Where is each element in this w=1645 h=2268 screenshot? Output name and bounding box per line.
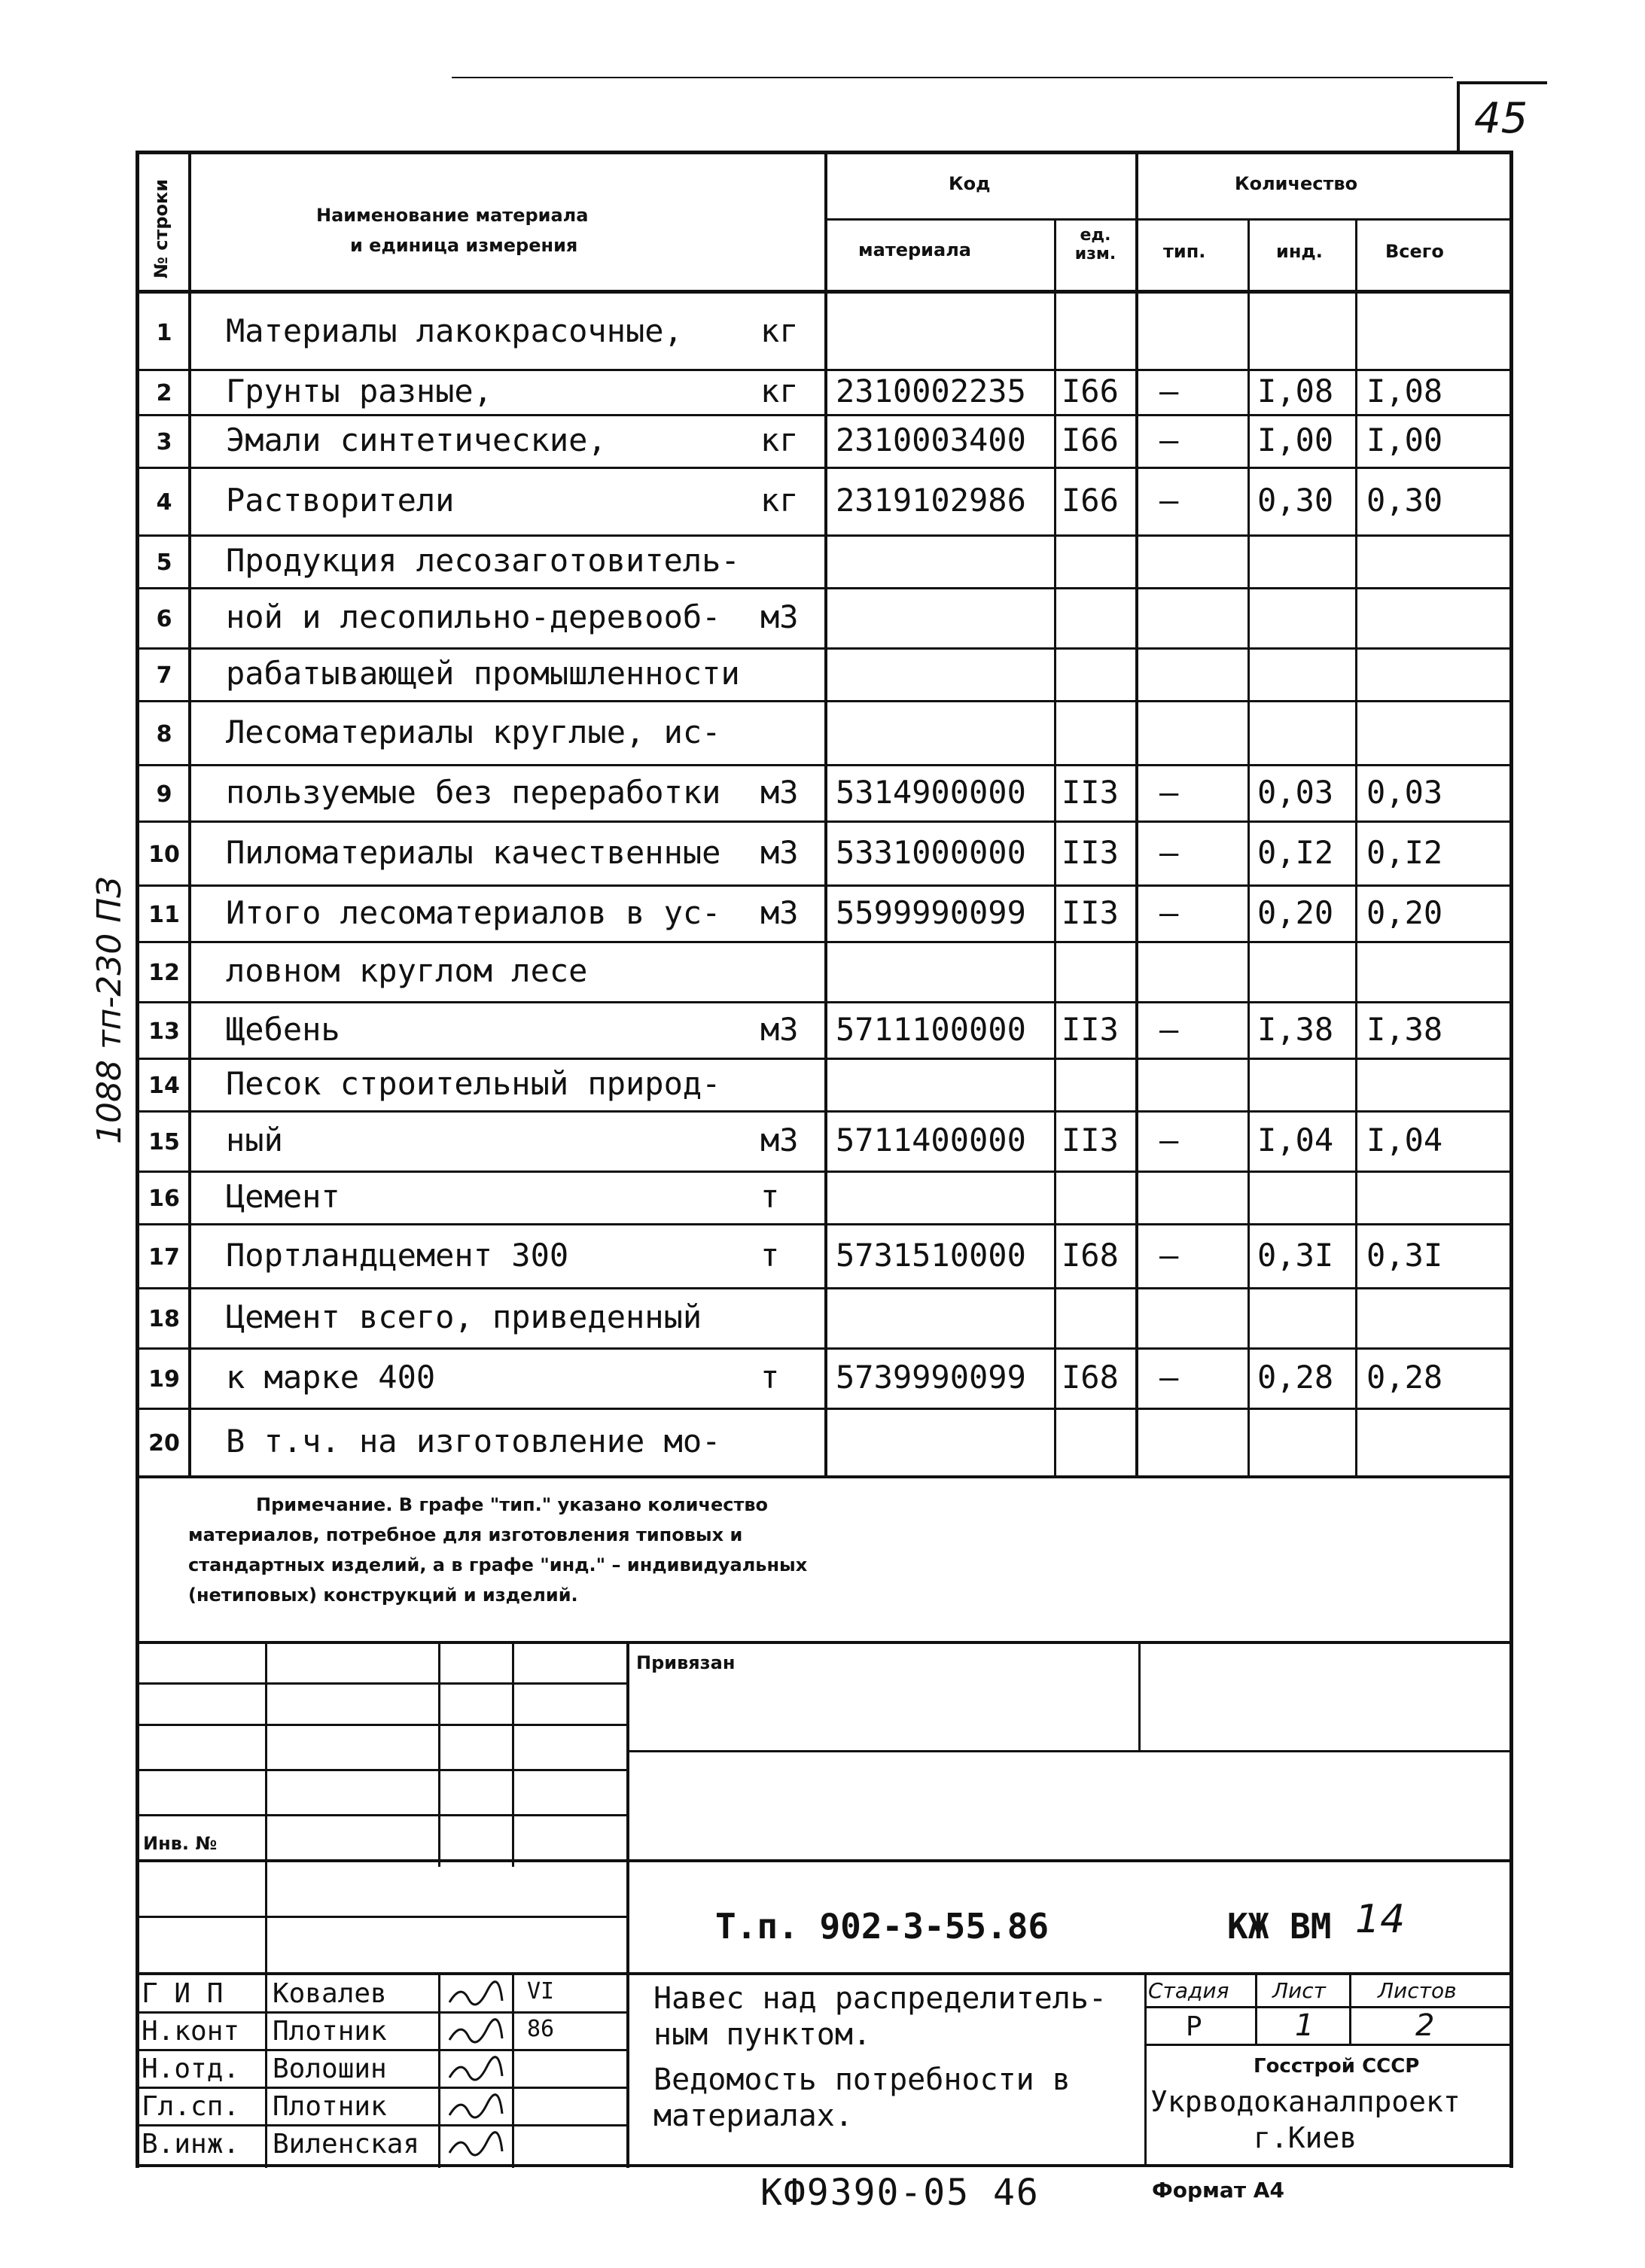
- row-number: 7: [156, 662, 172, 689]
- row-qty-ind: 0,30: [1257, 482, 1334, 519]
- row-number: 3: [156, 429, 172, 455]
- row-number: 20: [148, 1430, 180, 1457]
- row-material-name: Эмали синтетические,: [226, 422, 607, 458]
- row-qty-ind: 0,I2: [1257, 834, 1334, 871]
- row-unit: т: [760, 1359, 780, 1396]
- row-number: 1: [156, 320, 172, 346]
- row-unit: м3: [760, 834, 799, 871]
- row-material-name: ной и лесопильно-деревооб-: [226, 598, 721, 635]
- row-qty-total: I,00: [1366, 422, 1443, 458]
- staff-role: В.инж.: [142, 2129, 240, 2160]
- stamp-inv-no: Инв. №: [143, 1833, 218, 1854]
- stamp-org-ministry: Госстрой СССР: [1254, 2055, 1420, 2078]
- row-material-code: 5731510000: [836, 1237, 1026, 1274]
- header-qty-typ: тип.: [1163, 241, 1206, 262]
- note-line-1: Примечание. В графе "тип." указано количество: [256, 1494, 769, 1515]
- footer-archive-code: КФ9390-05 46: [760, 2172, 1040, 2214]
- stamp-title-line3: Ведомость потребности в: [653, 2063, 1071, 2097]
- row-material-name: Щебень: [226, 1011, 340, 1048]
- row-material-name: Материалы лакокрасочные,: [226, 312, 683, 349]
- header-name-line1: Наименование материала: [316, 205, 589, 226]
- row-material-name: Портландцемент 300: [226, 1237, 569, 1274]
- row-qty-ind: 0,03: [1257, 774, 1334, 811]
- stamp-org-name: Укрводоканалпроект: [1150, 2085, 1461, 2118]
- row-unit-code: II3: [1062, 774, 1119, 811]
- row-material-name: ловном круглом лесе: [226, 952, 588, 989]
- row-material-name: Цемент: [226, 1178, 340, 1215]
- side-archive-number: 1088 тп-230 ПЗ: [90, 876, 129, 1144]
- stamp-sheets-label: Листов: [1378, 1978, 1457, 2003]
- row-qty-typ: –: [1159, 373, 1179, 409]
- signature-icon: [446, 2093, 506, 2126]
- row-unit-code: I68: [1062, 1359, 1119, 1396]
- row-number: 16: [148, 1186, 180, 1212]
- row-qty-typ: –: [1159, 774, 1179, 811]
- stamp-stage-label: Стадия: [1148, 1978, 1229, 2003]
- row-material-name: Продукция лесозаготовитель-: [226, 542, 740, 579]
- row-qty-ind: I,08: [1257, 373, 1334, 409]
- row-material-code: 2310002235: [836, 373, 1026, 409]
- note-line-2: материалов, потребное для изготовления типовых и: [188, 1524, 743, 1545]
- row-number: 17: [148, 1244, 180, 1271]
- footer-format: Формат А4: [1152, 2178, 1284, 2203]
- row-material-name: Грунты разные,: [226, 373, 493, 409]
- row-qty-ind: I,00: [1257, 422, 1334, 458]
- row-material-name: Пиломатериалы качественные: [226, 834, 721, 871]
- signature-icon: [446, 2055, 506, 2088]
- row-unit: м3: [760, 1122, 799, 1158]
- row-material-name: рабатывающей промышленности: [226, 655, 740, 692]
- signature-icon: [446, 1980, 506, 2013]
- header-code-material: материала: [858, 239, 971, 260]
- row-number: 10: [148, 842, 180, 868]
- staff-date: 86: [527, 2016, 555, 2042]
- row-number: 6: [156, 606, 172, 632]
- staff-date: VI: [527, 1978, 555, 2005]
- row-unit: кг: [760, 422, 799, 458]
- row-qty-ind: I,38: [1257, 1011, 1334, 1048]
- row-qty-typ: –: [1159, 1122, 1179, 1158]
- row-material-name: Растворители: [226, 482, 455, 519]
- row-qty-total: I,38: [1366, 1011, 1443, 1048]
- row-qty-typ: –: [1159, 422, 1179, 458]
- stamp-stage: Р: [1186, 2011, 1202, 2042]
- row-qty-typ: –: [1159, 1237, 1179, 1274]
- header-qty-ind: инд.: [1276, 241, 1323, 262]
- page-number: 45: [1474, 94, 1528, 143]
- row-number: 4: [156, 489, 172, 516]
- note-line-3: стандартных изделий, а в графе "инд." – индивидуальных: [188, 1554, 808, 1575]
- row-material-name: Лесоматериалы круглые, ис-: [226, 714, 721, 750]
- row-qty-typ: –: [1159, 1011, 1179, 1048]
- row-unit-code: II3: [1062, 894, 1119, 931]
- stamp-doc-mark: КЖ ВМ: [1227, 1906, 1332, 1947]
- row-material-name: В т.ч. на изготовление мо-: [226, 1423, 721, 1460]
- row-qty-ind: 0,28: [1257, 1359, 1334, 1396]
- row-material-code: 5711100000: [836, 1011, 1026, 1048]
- header-qty-total: Всего: [1385, 241, 1444, 262]
- row-number: 19: [148, 1366, 180, 1393]
- row-unit: кг: [760, 482, 799, 519]
- staff-role: Г И П: [142, 1978, 224, 2009]
- row-qty-total: 0,03: [1366, 774, 1443, 811]
- row-qty-total: 0,I2: [1366, 834, 1443, 871]
- staff-name: Ковалев: [273, 1978, 387, 2009]
- row-number: 14: [148, 1073, 180, 1099]
- row-material-code: 5711400000: [836, 1122, 1026, 1158]
- row-qty-total: I,04: [1366, 1122, 1443, 1158]
- header-name-line2: и единица измерения: [350, 235, 578, 256]
- row-number: 13: [148, 1018, 180, 1045]
- row-material-name: Итого лесоматериалов в ус-: [226, 894, 721, 931]
- stamp-title-line4: материалах.: [653, 2099, 853, 2133]
- stamp-org-city: г.Киев: [1254, 2121, 1357, 2154]
- stamp-sheet-label: Лист: [1272, 1978, 1326, 2003]
- stamp-sheet: 1: [1295, 2008, 1314, 2043]
- row-qty-ind: I,04: [1257, 1122, 1334, 1158]
- header-row-number: № строки: [151, 178, 172, 279]
- row-number: 9: [156, 781, 172, 808]
- header-quantity: Количество: [1235, 173, 1358, 194]
- row-qty-total: 0,28: [1366, 1359, 1443, 1396]
- staff-name: Плотник: [273, 2016, 387, 2047]
- row-material-code: 2319102986: [836, 482, 1026, 519]
- header-code: Код: [949, 173, 991, 194]
- row-unit-code: II3: [1062, 834, 1119, 871]
- row-number: 8: [156, 721, 172, 747]
- row-unit: м3: [760, 1011, 799, 1048]
- row-qty-total: 0,30: [1366, 482, 1443, 519]
- row-unit-code: I66: [1062, 373, 1119, 409]
- signature-icon: [446, 2130, 506, 2163]
- row-unit: кг: [760, 312, 799, 349]
- stamp-doc-code: Т.п. 902-3-55.86: [715, 1906, 1049, 1947]
- row-material-code: 5331000000: [836, 834, 1026, 871]
- row-number: 2: [156, 380, 172, 406]
- row-qty-typ: –: [1159, 894, 1179, 931]
- row-material-code: 2310003400: [836, 422, 1026, 458]
- row-unit: т: [760, 1178, 780, 1215]
- row-qty-ind: 0,20: [1257, 894, 1334, 931]
- stamp-privyazan: Привязан: [636, 1652, 736, 1673]
- row-material-name: к марке 400: [226, 1359, 436, 1396]
- stamp-sheets: 2: [1415, 2008, 1435, 2043]
- row-unit-code: I66: [1062, 482, 1119, 519]
- row-number: 18: [148, 1306, 180, 1332]
- row-unit: кг: [760, 373, 799, 409]
- row-unit: т: [760, 1237, 780, 1274]
- row-qty-typ: –: [1159, 482, 1179, 519]
- stamp-title-line1: Навес над распределитель-: [653, 1981, 1107, 2016]
- row-number: 11: [148, 902, 180, 928]
- row-unit: м3: [760, 598, 799, 635]
- row-unit-code: II3: [1062, 1122, 1119, 1158]
- row-qty-typ: –: [1159, 834, 1179, 871]
- row-qty-typ: –: [1159, 1359, 1179, 1396]
- row-unit: м3: [760, 894, 799, 931]
- row-qty-total: I,08: [1366, 373, 1443, 409]
- row-material-name: Цемент всего, приведенный: [226, 1298, 702, 1335]
- row-material-code: 5599990099: [836, 894, 1026, 931]
- row-material-name: ный: [226, 1122, 283, 1158]
- stamp-doc-mark-number: 14: [1355, 1897, 1406, 1942]
- header-code-unit: ед. изм.: [1074, 226, 1116, 263]
- staff-role: Н.отд.: [142, 2053, 240, 2084]
- row-unit-code: I66: [1062, 422, 1119, 458]
- row-number: 5: [156, 549, 172, 576]
- row-unit: м3: [760, 774, 799, 811]
- row-material-name: пользуемые без переработки: [226, 774, 721, 811]
- row-material-code: 5314900000: [836, 774, 1026, 811]
- row-number: 12: [148, 960, 180, 986]
- row-number: 15: [148, 1129, 180, 1155]
- row-material-name: Песок строительный природ-: [226, 1065, 721, 1102]
- row-unit-code: II3: [1062, 1011, 1119, 1048]
- row-qty-ind: 0,3I: [1257, 1237, 1334, 1274]
- staff-name: Плотник: [273, 2091, 387, 2122]
- row-qty-total: 0,3I: [1366, 1237, 1443, 1274]
- note-line-4: (нетиповых) конструкций и изделий.: [188, 1585, 578, 1606]
- staff-role: Гл.сп.: [142, 2091, 240, 2122]
- stamp-title-line2: ным пунктом.: [653, 2017, 871, 2052]
- staff-role: Н.конт: [142, 2016, 240, 2047]
- staff-name: Волошин: [273, 2053, 387, 2084]
- row-material-code: 5739990099: [836, 1359, 1026, 1396]
- signature-icon: [446, 2017, 506, 2050]
- staff-name: Виленская: [273, 2129, 420, 2160]
- row-unit-code: I68: [1062, 1237, 1119, 1274]
- row-qty-total: 0,20: [1366, 894, 1443, 931]
